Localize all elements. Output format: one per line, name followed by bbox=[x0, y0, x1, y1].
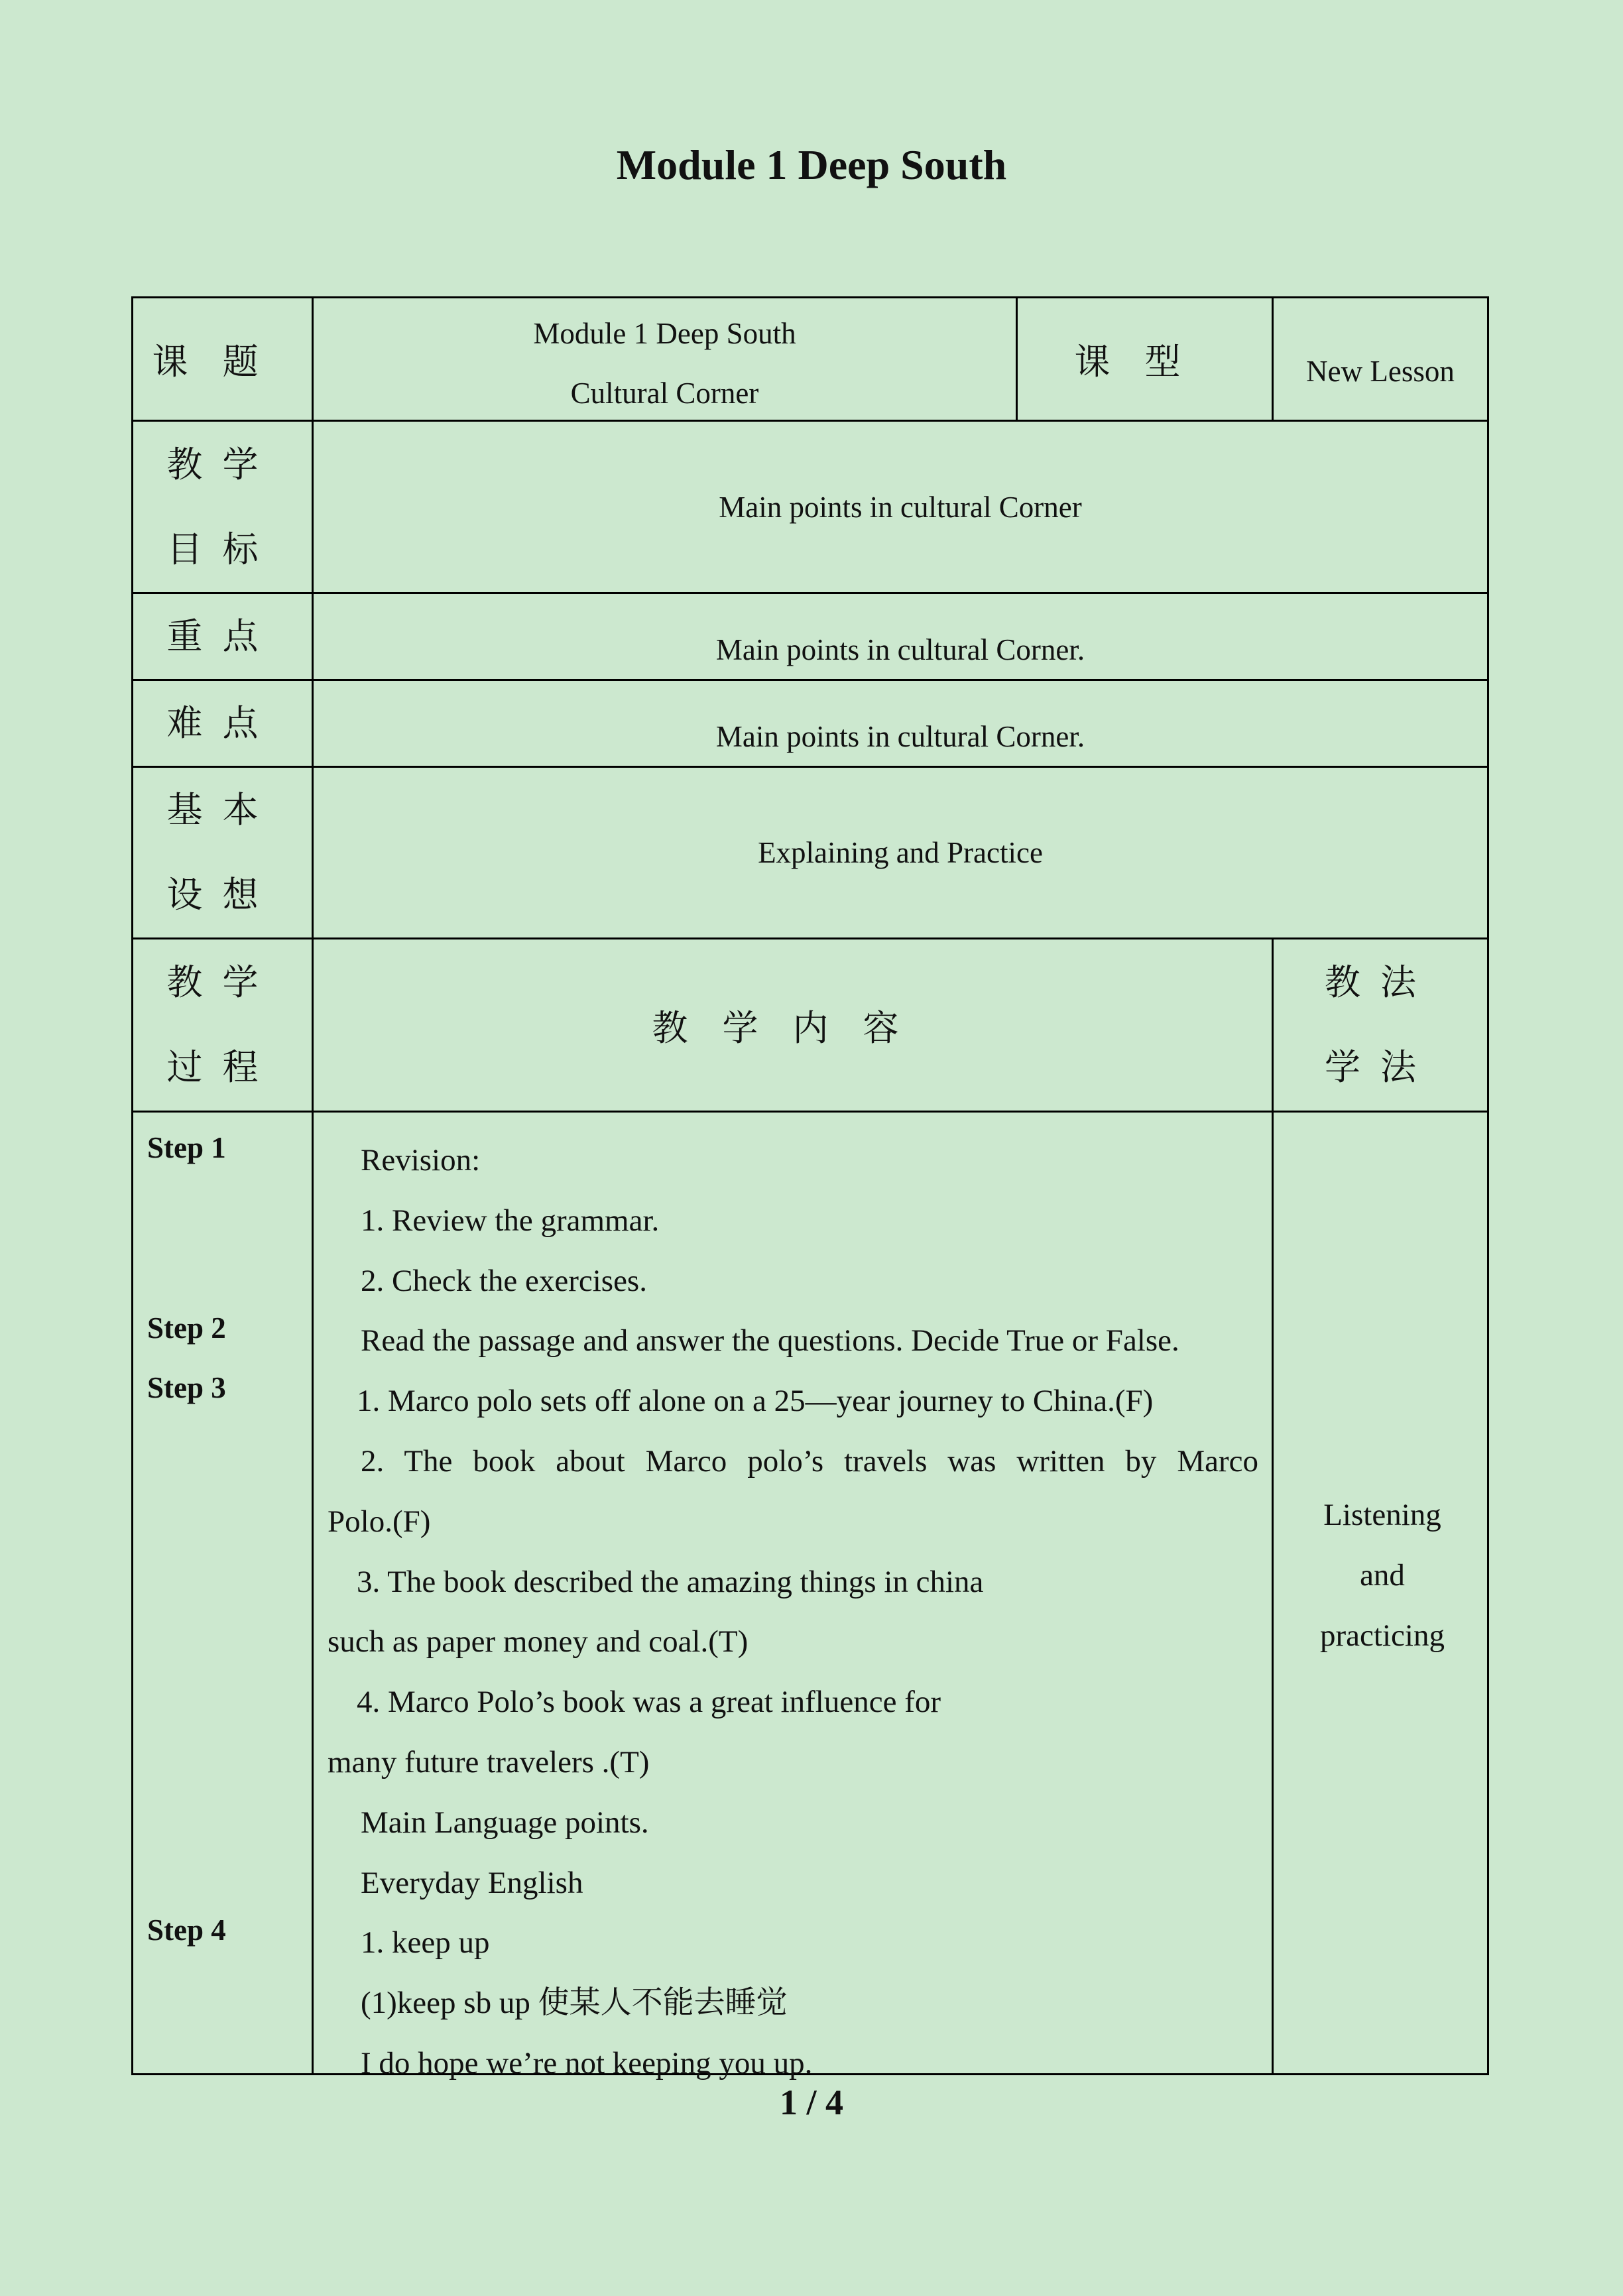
method-header-line2: 学法 bbox=[1325, 1046, 1436, 1088]
process-label bbox=[133, 939, 312, 1111]
step-label: Step 1 bbox=[147, 1131, 226, 1164]
content-line: Read the passage and answer the questions. Decide True or False. bbox=[361, 1323, 1179, 1359]
method-line: Listening bbox=[1323, 1498, 1441, 1532]
process-label-line1: 教学 bbox=[166, 961, 278, 1003]
content-header: 教学内容 bbox=[652, 1006, 933, 1049]
topic-value-line1: Module 1 Deep South bbox=[533, 316, 796, 350]
teaching-method bbox=[1273, 1485, 1492, 1666]
method-header-line1: 教法 bbox=[1325, 961, 1436, 1003]
content-line: 2. Check the exercises. bbox=[361, 1263, 647, 1298]
content-line: 3. The book described the amazing things in china bbox=[357, 1564, 984, 1599]
step-label: Step 4 bbox=[147, 1913, 226, 1947]
topic-value bbox=[314, 306, 1016, 420]
difficult-points-label: 难点 bbox=[166, 702, 278, 744]
content-line: 2. The book about Marco polo’s travels was written by Marco bbox=[361, 1443, 1258, 1479]
page-number: 1 / 4 bbox=[779, 2083, 843, 2122]
basic-idea-label-line1: 基本 bbox=[166, 789, 278, 831]
content-line: (1)keep sb up 使某人不能去睡觉 bbox=[361, 1986, 788, 2021]
content-line: such as paper money and coal.(T) bbox=[328, 1624, 749, 1660]
basic-idea-label-line2: 设想 bbox=[166, 874, 278, 916]
step-label: Step 3 bbox=[147, 1371, 226, 1404]
method-header bbox=[1274, 939, 1487, 1111]
key-points-value: Main points in cultural Corner. bbox=[715, 633, 1085, 666]
objective-value: Main points in cultural Corner bbox=[719, 490, 1082, 524]
lesson-type-label: 课型 bbox=[1074, 341, 1215, 383]
difficult-points-value: Main points in cultural Corner. bbox=[715, 720, 1085, 753]
page-title: Module 1 Deep South bbox=[616, 141, 1007, 188]
content-line: Polo.(F) bbox=[328, 1504, 431, 1539]
step-label: Step 2 bbox=[147, 1311, 226, 1345]
objective-label bbox=[133, 422, 312, 592]
method-line: and bbox=[1360, 1558, 1405, 1593]
key-points-label: 重点 bbox=[166, 615, 278, 657]
objective-label-line1: 教学 bbox=[166, 443, 278, 485]
content-line: Everyday English bbox=[361, 1865, 583, 1900]
content-line: I do hope we’re not keeping you up. bbox=[361, 2045, 813, 2081]
topic-label: 课题 bbox=[152, 341, 293, 383]
content-line: 1. Review the grammar. bbox=[361, 1203, 660, 1238]
content-line: 1. Marco polo sets off alone on a 25—year journey to China.(F) bbox=[357, 1384, 1154, 1419]
content-line: Main Language points. bbox=[361, 1805, 649, 1840]
content-line: many future travelers .(T) bbox=[328, 1744, 650, 1780]
content-line: Revision: bbox=[361, 1143, 481, 1178]
objective-label-line2: 目标 bbox=[166, 528, 278, 570]
content-line: 1. keep up bbox=[361, 1925, 490, 1961]
content-line: 4. Marco Polo’s book was a great influence for bbox=[357, 1685, 941, 1720]
process-label-line2: 过程 bbox=[166, 1046, 278, 1088]
teaching-content bbox=[328, 1130, 1258, 2094]
method-line: practicing bbox=[1320, 1618, 1445, 1653]
topic-value-line2: Cultural Corner bbox=[570, 376, 759, 410]
basic-idea-value: Explaining and Practice bbox=[758, 836, 1043, 869]
basic-idea-label bbox=[133, 768, 312, 937]
lesson-type-value: New Lesson bbox=[1306, 355, 1455, 388]
